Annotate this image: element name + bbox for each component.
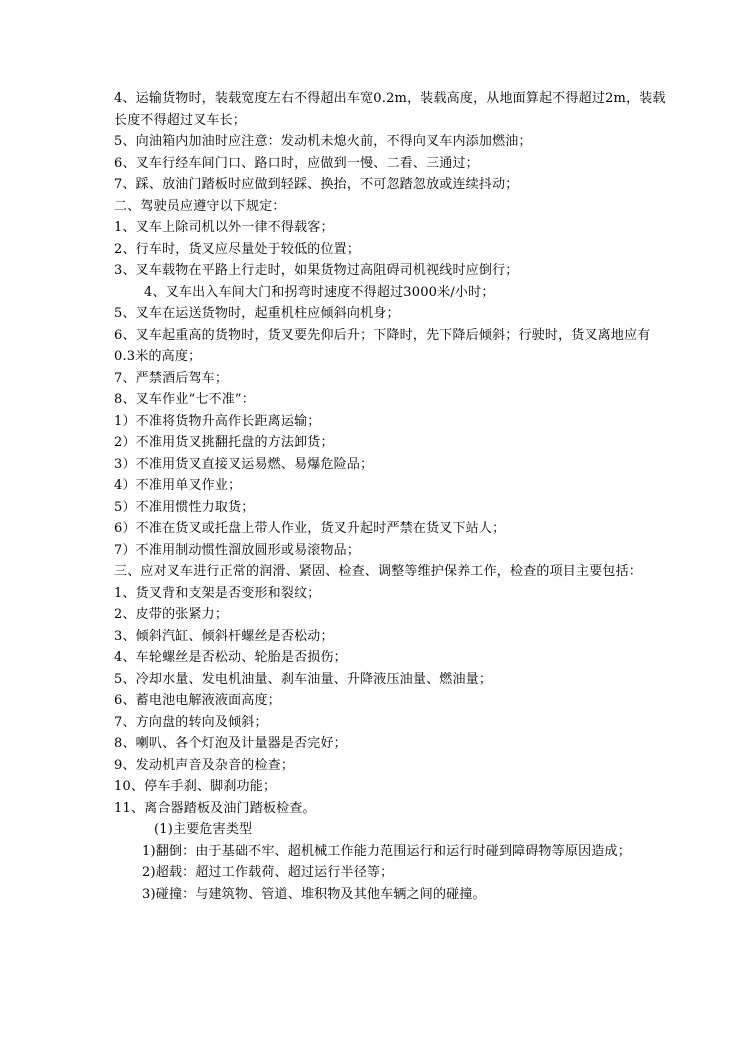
list-item: 2）不准用货叉挑翻托盘的方法卸货； <box>114 435 334 450</box>
list-item: 10、停车手刹、脚刹功能； <box>114 779 277 794</box>
list-item: 1、货叉背和支架是否变形和裂纹； <box>114 585 321 601</box>
section-heading: 二、驾驶员应遵守以下规定： <box>114 198 286 214</box>
list-item: 8、喇叭、各个灯泡及计量器是否完好； <box>114 736 347 751</box>
paragraph-line: 3)碰撞：与建筑物、管道、堆积物及其他车辆之间的碰撞。 <box>142 886 486 902</box>
list-item: 5）不准用惯性力取货； <box>114 499 255 515</box>
paragraph-line: 7、踩、放油门踏板时应做到轻踩、换抬，不可忽踏忽放或连续抖动； <box>114 177 519 192</box>
paragraph-line: 8、叉车作业“七不准”： <box>114 392 255 407</box>
paragraph-line: 4、运输货物时，装载宽度左右不得超出车宽0.2m，装载高度，从地面算起不得超过2m，装载长度不得超过叉车长； <box>114 91 666 128</box>
document-body <box>114 88 666 905</box>
list-item: 11、离合器踏板及油门踏板检查。 <box>114 800 316 816</box>
list-item: 5、冷却水量、发电机油量、刹车油量、升降液压油量、燃油量； <box>114 671 493 687</box>
list-item: 7）不准用制动惯性溜放圆形或易滚物品； <box>114 542 361 558</box>
paragraph-line: 5、向油箱内加油时应注意：发动机未熄火前，不得向叉车内添加燃油； <box>114 134 532 149</box>
paragraph-line: 2、行车时，货叉应尽量处于较低的位置； <box>114 241 361 257</box>
paragraph-line: 7、严禁酒后驾车； <box>114 370 229 386</box>
list-item: 4）不准用单叉作业； <box>114 478 242 493</box>
list-item: 6）不准在货叉或托盘上带人作业，货叉升起时严禁在货叉下站人； <box>114 521 506 536</box>
paragraph-line: 1、叉车上除司机以外一律不得载客； <box>114 220 334 235</box>
paragraph-line: 6、叉车起重高的货物时，货叉要先仰后升；下降时，先下降后倾斜；行驶时，货叉离地应有0.3米的高度； <box>114 327 651 364</box>
list-item: 7、方向盘的转向及倾斜； <box>114 714 268 730</box>
paragraph-line: 2)超载：超过工作载荷、超过运行半径等； <box>142 865 394 880</box>
paragraph-line: 6、叉车行经车间门口、路口时，应做到一慢、二看、三通过； <box>114 155 479 171</box>
list-item: 1）不准将货物升高作长距离运输； <box>114 413 321 429</box>
paragraph-line: 5、叉车在运送货物时，起重机柱应倾斜向机身； <box>114 306 400 321</box>
subsection-heading: (1)主要危害类型 <box>154 822 253 837</box>
list-item: 3）不准用货叉直接叉运易燃、易爆危险品； <box>114 456 374 472</box>
list-item: 9、发动机声音及杂音的检查； <box>114 757 295 773</box>
list-item: 3、倾斜汽缸、倾斜杆螺丝是否松动； <box>114 628 334 644</box>
paragraph-line: 3、叉车载物在平路上行走时，如果货物过高阻碍司机视线时应倒行； <box>114 263 519 278</box>
paragraph-line: 4、叉车出入车间大门和拐弯时速度不得超过3000米/小时； <box>144 284 495 300</box>
paragraph-line: 1)翻倒：由于基础不牢、超机械工作能力范围运行和运行时碰到障碍物等原因造成； <box>142 843 631 859</box>
section-heading: 三、应对叉车进行正常的润滑、紧固、检查、调整等维护保养工作，检查的项目主要包括： <box>114 564 643 579</box>
list-item: 2、皮带的张紧力； <box>114 607 229 622</box>
list-item: 4、车轮螺丝是否松动、轮胎是否损伤； <box>114 650 347 665</box>
list-item: 6、蓄电池电解液液面高度； <box>114 693 281 708</box>
